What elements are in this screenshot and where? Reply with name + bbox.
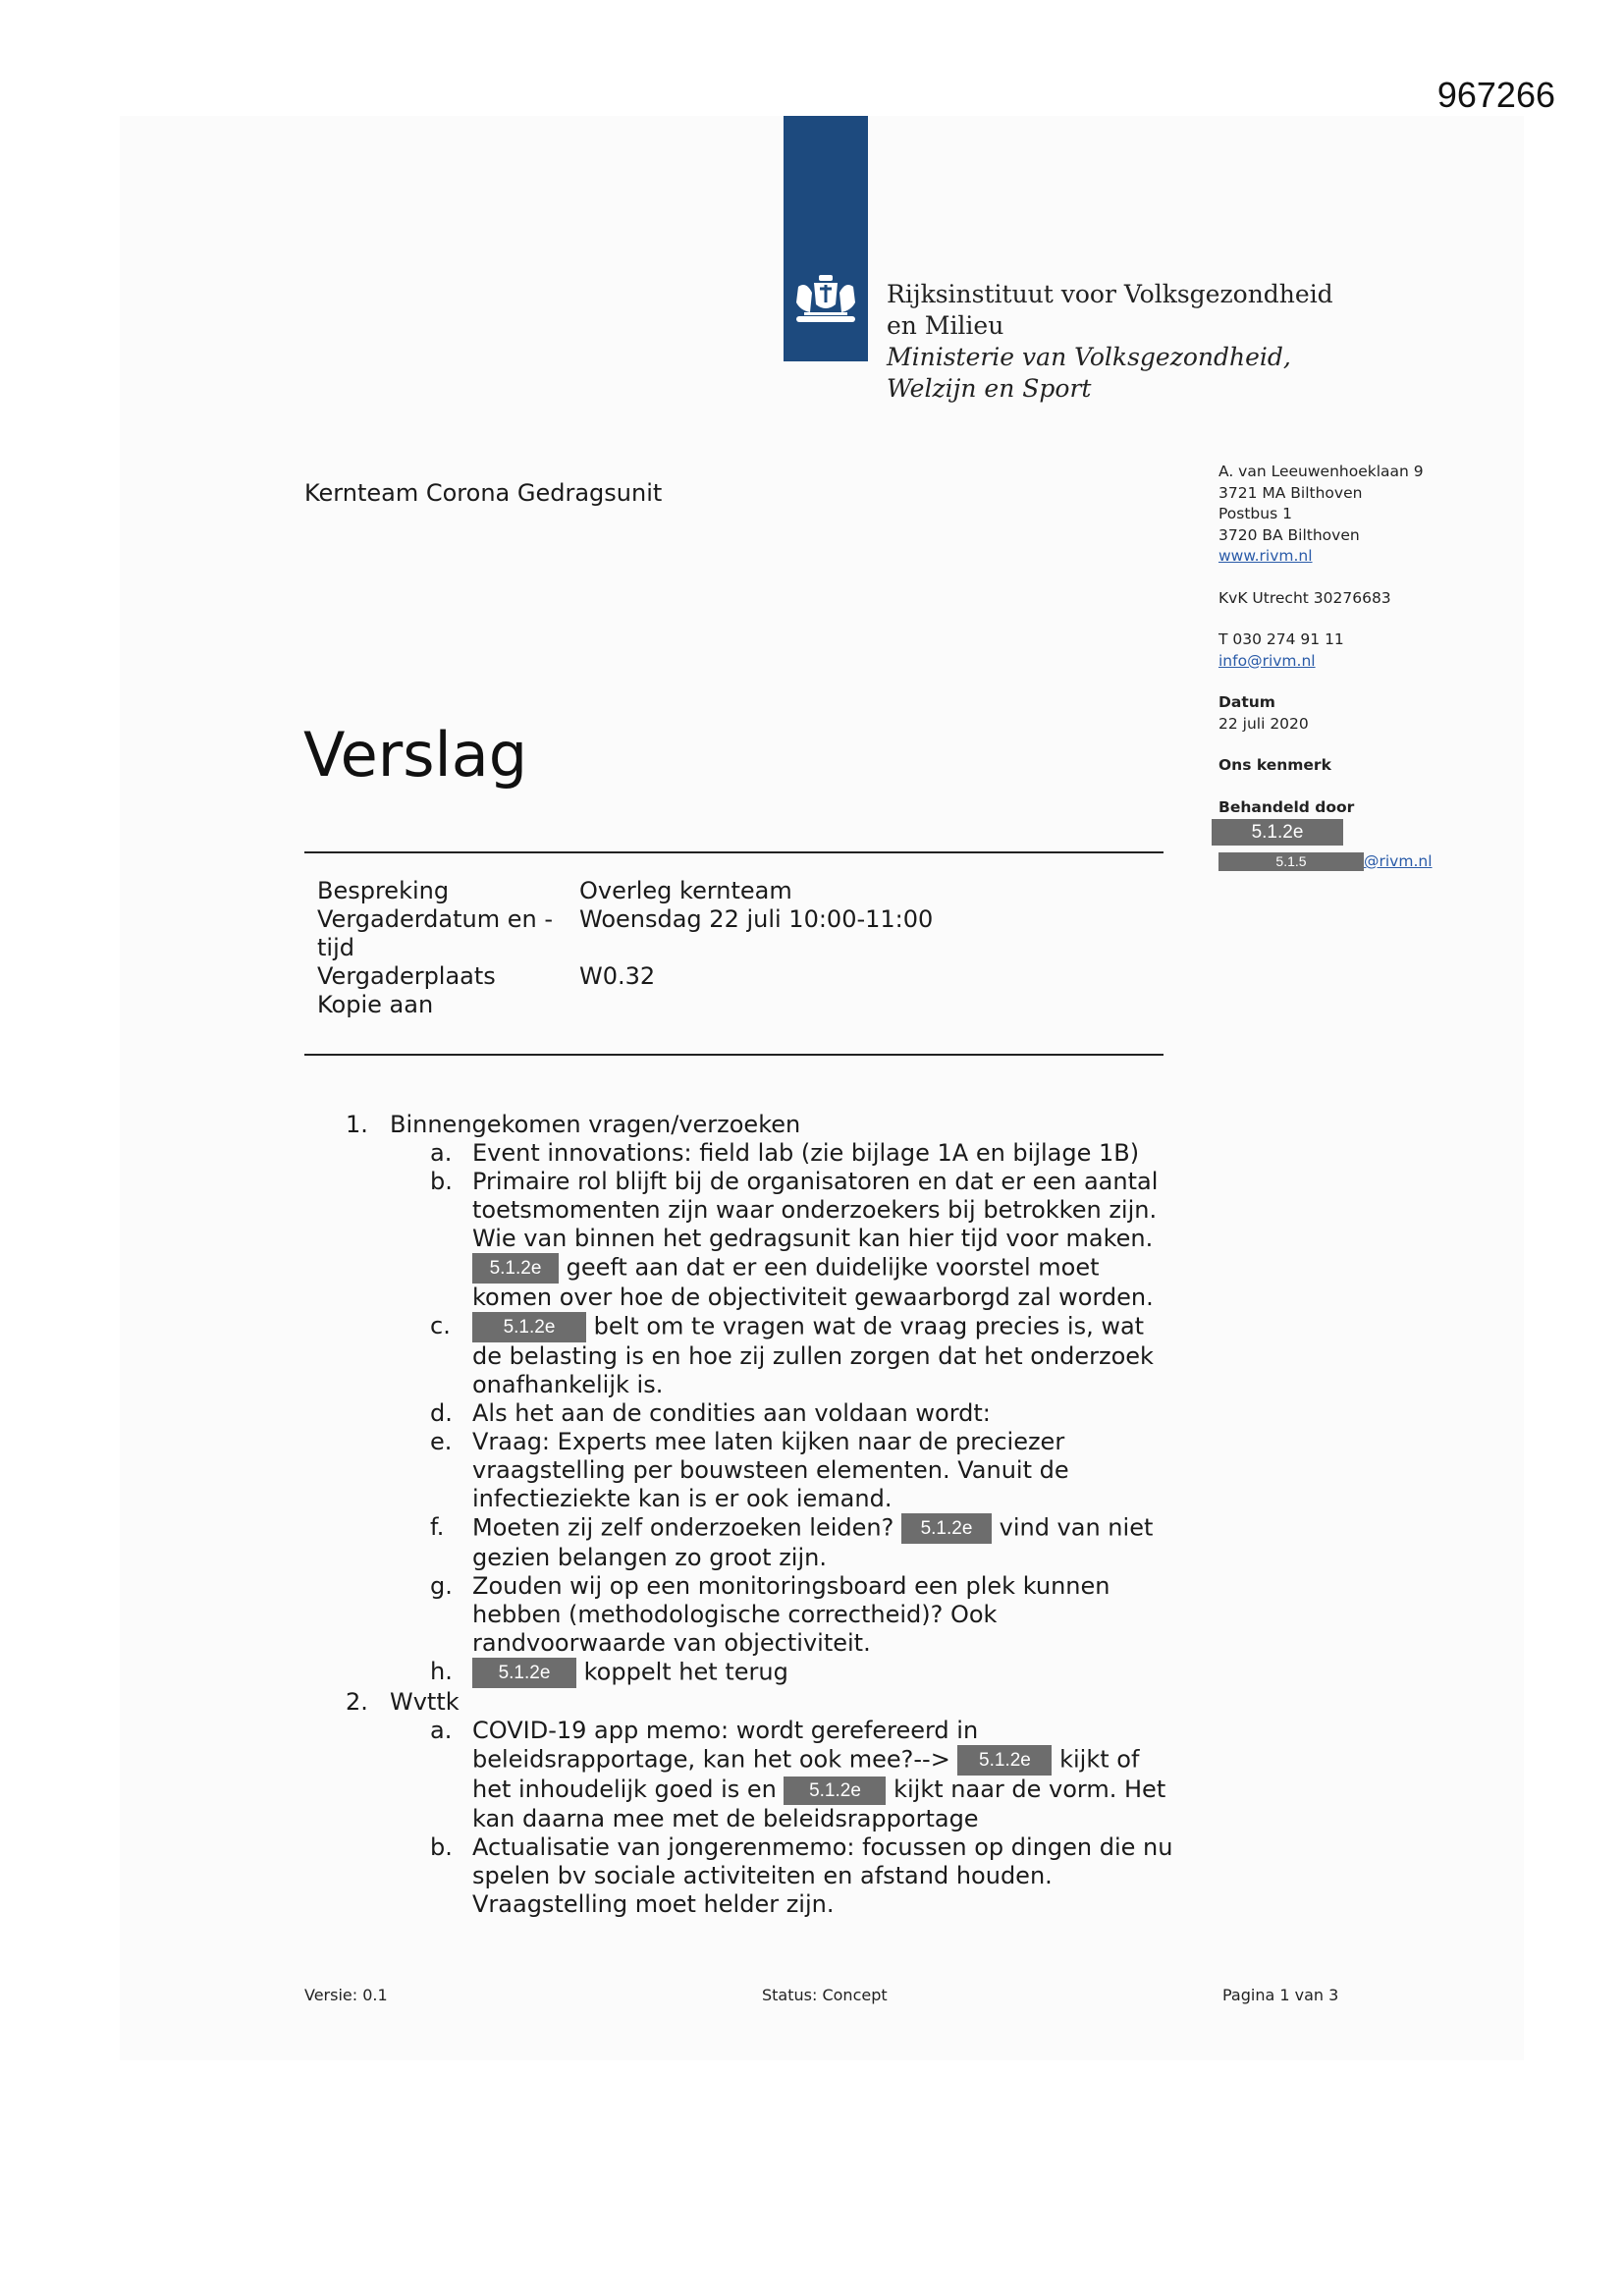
- email-link[interactable]: info@rivm.nl: [1218, 651, 1316, 670]
- behandeld-label: Behandeld door: [1218, 797, 1355, 816]
- datum-value: 22 juli 2020: [1218, 714, 1309, 733]
- redaction-box: 5.1.2e: [472, 1312, 586, 1342]
- item-number: 1.: [346, 1111, 368, 1138]
- list-item: COVID-19 app memo: wordt gerefereerd in beleidsrapportage, kan het ook mee?--> 5.1.2e kijkt of het inhoudelijk goed is en 5.1.2e kijkt naar de vorm. Het kan daarna mee met de beleidsrapportage: [472, 1717, 1166, 1832]
- page-title: Verslag: [303, 719, 528, 791]
- website-link[interactable]: www.rivm.nl: [1218, 547, 1313, 565]
- address-postbus-postcode: 3720 BA Bilthoven: [1218, 525, 1360, 544]
- minutes-body: [346, 1111, 1210, 1919]
- org-line-2: en Milieu: [887, 311, 1004, 340]
- redaction-box: 5.1.2e: [472, 1253, 559, 1284]
- vergaderdatum-value: Woensdag 22 juli 10:00-11:00: [579, 905, 934, 933]
- list-marker: h.: [430, 1658, 453, 1685]
- address-street: A. van Leeuwenhoeklaan 9: [1218, 463, 1424, 480]
- list-marker: a.: [430, 1139, 453, 1167]
- footer-version: Versie: 0.1: [304, 1986, 388, 2004]
- vergaderplaats-value: W0.32: [579, 962, 656, 990]
- unit-name: Kernteam Corona Gedragsunit: [304, 479, 663, 507]
- list-item: Primaire rol blijft bij de organisatoren en dat er een aantal toetsmomenten zijn waar onderzoekers bij betrokken zijn. Wie van binnen het gedragsunit kan hier tijd voor maken. 5.1.2e geeft aan dat er een duidelijke voorstel moet komen over hoe de objectiviteit gewaarborgd zal worden.: [472, 1168, 1159, 1311]
- coat-of-arms-icon: [792, 273, 859, 330]
- redaction-box: 5.1.2e: [901, 1513, 992, 1544]
- list-marker: d.: [430, 1399, 453, 1427]
- list-marker: b.: [430, 1832, 453, 1861]
- list-item: Event innovations: field lab (zie bijlage 1A en bijlage 1B): [472, 1139, 1140, 1167]
- vergaderdatum-label-cont: tijd: [317, 934, 354, 961]
- list-item: Zouden wij op een monitoringsboard een plek kunnen hebben (methodologische correctheid)? Ook randvoorwaarde van objectiviteit.: [472, 1572, 1110, 1657]
- address-postbus: Postbus 1: [1218, 505, 1292, 522]
- kenmerk-label: Ons kenmerk: [1218, 756, 1331, 774]
- address-postcode: 3721 MA Bilthoven: [1218, 483, 1363, 502]
- footer-page-number: Pagina 1 van 3: [1222, 1986, 1339, 2004]
- datum-label: Datum: [1218, 693, 1275, 711]
- org-line-3: Ministerie van Volksgezondheid,: [887, 343, 1291, 371]
- vergaderdatum-label: Vergaderdatum en -: [317, 905, 553, 933]
- item-title: Wvttk: [390, 1688, 460, 1716]
- list-item: 5.1.2e koppelt het terug: [472, 1658, 1179, 1688]
- org-line-4: Welzijn en Sport: [887, 374, 1092, 403]
- item-title: Binnengekomen vragen/verzoeken: [390, 1111, 801, 1138]
- redaction-box: 5.1.5: [1218, 852, 1364, 871]
- redaction-box: 5.1.2e: [784, 1777, 886, 1805]
- organisation-name: [887, 279, 1333, 405]
- list-marker: e.: [430, 1428, 453, 1455]
- bespreking-label: Bespreking: [317, 877, 450, 904]
- list-item: Als het aan de condities aan voldaan wordt:: [472, 1399, 991, 1427]
- kopie-label: Kopie aan: [317, 991, 434, 1018]
- redaction-box: 5.1.2e: [957, 1745, 1052, 1776]
- bespreking-value: Overleg kernteam: [579, 877, 792, 904]
- org-line-1: Rijksinstituut voor Volksgezondheid: [887, 280, 1333, 308]
- rijksoverheid-logo: [784, 116, 868, 361]
- list-item: Vraag: Experts mee laten kijken naar de preciezer vraagstelling per bouwsteen elementen. Vanuit de infectieziekte kan is er ook iemand.: [472, 1428, 1069, 1512]
- sender-column: [1218, 462, 1513, 873]
- divider: [304, 851, 1164, 853]
- document-number: 967266: [1436, 75, 1555, 115]
- vergaderplaats-label: Vergaderplaats: [317, 962, 496, 990]
- list-item: Moeten zij zelf onderzoeken leiden? 5.1.2e vind van niet gezien belangen zo groot zijn.: [472, 1513, 1154, 1571]
- kvk-number: KvK Utrecht 30276683: [1218, 588, 1391, 607]
- meeting-details: [317, 877, 933, 1019]
- list-item: Actualisatie van jongerenmemo: focussen op dingen die nu spelen bv sociale activiteiten en afstand houden. Vraagstelling moet helder zijn.: [472, 1832, 1173, 1918]
- email-suffix: @rivm.nl: [1364, 852, 1433, 870]
- list-marker: a.: [430, 1717, 453, 1744]
- phone-number: T 030 274 91 11: [1218, 630, 1344, 648]
- list-marker: f.: [430, 1513, 445, 1541]
- redaction-box: 5.1.2e: [472, 1658, 576, 1688]
- list-item: 5.1.2e belt om te vragen wat de vraag precies is, wat de belasting is en hoe zij zullen zorgen dat het onderzoek onafhankelijk is.: [472, 1312, 1154, 1398]
- list-marker: b.: [430, 1168, 453, 1195]
- item-number: 2.: [346, 1688, 368, 1716]
- redaction-box: 5.1.2e: [1212, 819, 1343, 846]
- list-marker: c.: [430, 1312, 451, 1339]
- footer-status: Status: Concept: [762, 1986, 888, 2004]
- list-marker: g.: [430, 1572, 453, 1600]
- divider: [304, 1054, 1164, 1056]
